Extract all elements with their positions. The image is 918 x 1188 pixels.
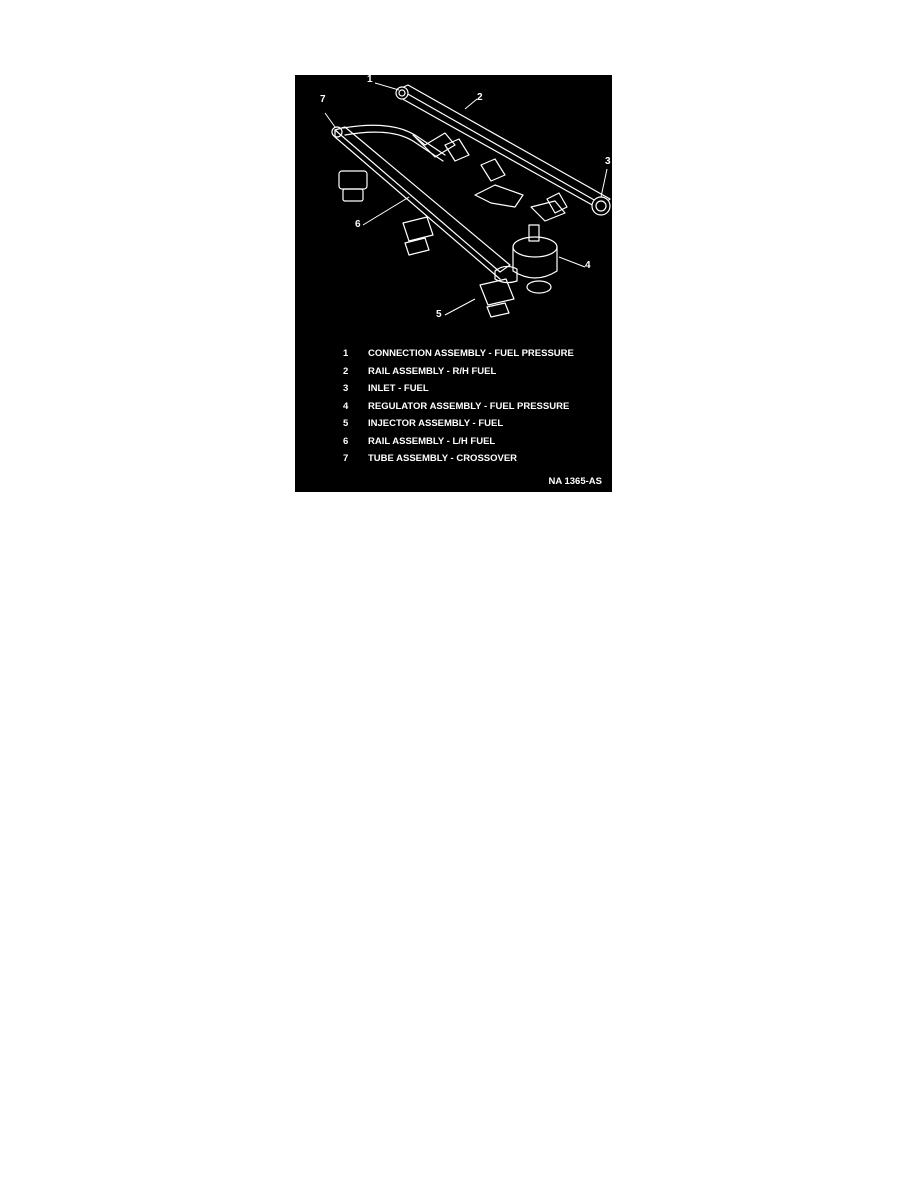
fuel-rail-diagram	[295, 75, 612, 492]
callout-4: 4	[585, 260, 591, 271]
crossover-tube	[343, 125, 445, 161]
callout-1: 1	[367, 75, 373, 85]
legend-item	[343, 363, 603, 381]
legend-number: 7	[343, 453, 349, 465]
legend-label: INJECTOR ASSEMBLY - FUEL	[368, 418, 504, 430]
lh-fuel-rail	[332, 127, 510, 279]
lh-injectors	[339, 171, 514, 317]
legend-label: REGULATOR ASSEMBLY - FUEL PRESSURE	[368, 400, 570, 412]
figure-id: NA 1365-AS	[548, 476, 602, 487]
legend-number: 5	[343, 418, 349, 430]
rh-fuel-rail	[399, 85, 610, 211]
legend-label: RAIL ASSEMBLY - R/H FUEL	[368, 365, 497, 377]
legend-item	[343, 433, 603, 451]
fuel-inlet	[592, 197, 610, 215]
legend-label: INLET - FUEL	[368, 383, 429, 395]
fuel-pressure-regulator	[495, 225, 557, 293]
callout-7: 7	[320, 94, 326, 105]
legend-item	[343, 380, 603, 398]
legend-number: 3	[343, 383, 349, 395]
legend-item	[343, 345, 603, 363]
legend-number: 1	[343, 348, 349, 360]
legend-number: 6	[343, 435, 349, 447]
parts-legend	[343, 345, 603, 468]
legend-number: 4	[343, 400, 349, 412]
fuel-pressure-connection	[396, 87, 408, 99]
callout-6: 6	[355, 219, 361, 230]
legend-item	[343, 450, 603, 468]
legend-item	[343, 398, 603, 416]
callout-3: 3	[605, 156, 611, 167]
callout-5: 5	[436, 309, 442, 320]
legend-number: 2	[343, 365, 349, 377]
legend-item	[343, 415, 603, 433]
legend-label: RAIL ASSEMBLY - L/H FUEL	[368, 435, 496, 447]
callout-2: 2	[477, 92, 483, 103]
legend-label: CONNECTION ASSEMBLY - FUEL PRESSURE	[368, 348, 574, 360]
legend-label: TUBE ASSEMBLY - CROSSOVER	[368, 453, 518, 465]
fuel-rail-illustration	[295, 75, 612, 355]
